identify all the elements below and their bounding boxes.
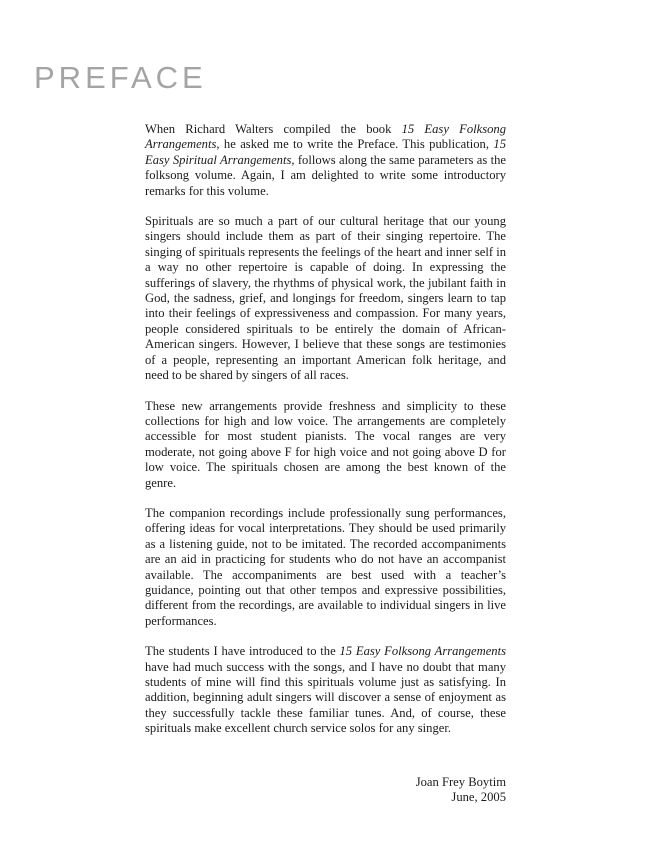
paragraph-text: , he asked me to write the Preface. This publication,: [216, 137, 494, 152]
paragraph: [145, 644, 506, 736]
paragraph-text: , follows along the same parameters as the folksong volume. Again, I am delighted to write some introductory remarks for this volume.: [145, 152, 507, 198]
book-title-italic: 15 Easy Folksong Arrangements: [145, 122, 506, 152]
paragraph-text: The companion recordings include professionally sung performances, offering ideas for vocal interpretations. They should be used primarily as a listening guide, not to be imitated. The recorded accompaniments are an aid in practicing for students who do not have an accompanist available. The accompaniments are best used with a teacher’s guidance, pointing out that other tempos and expressive possibilities, different from the recordings, are available to individual singers in live performances.: [145, 505, 506, 628]
paragraph: [145, 506, 506, 629]
paragraph-text: Spirituals are so much a part of our cultural heritage that our young singers should include them as part of their singing repertoire. The singing of spirituals represents the feelings of the heart and inner self in a way no other repertoire is capable of doing. In expressing the sufferings of slavery, the rhythms of physical work, the jubilant faith in God, the sadness, grief, and longings for freedom, singers learn to tap into their feelings of expressiveness and compassion. For many years, people considered spirituals to be entirely the domain of African-American singers. However, I believe that these songs are testimonies of a people, representing an important American folk heritage, and need to be shared by singers of all races.: [145, 214, 506, 383]
signature-block: [145, 775, 506, 806]
paragraph-text: These new arrangements provide freshness and simplicity to these collections for high and low voice. The arrangements are completely accessible for most student pianists. The vocal ranges are very moderate, not going above F for high voice and not going above D for low voice. The spirituals chosen are among the best known of the genre.: [145, 398, 506, 490]
book-title-italic: 15 Easy Spiritual Arrangements: [145, 137, 506, 167]
book-title-italic: 15 Easy Folksong Arrangements: [339, 644, 506, 659]
page-title: PREFACE: [34, 60, 207, 95]
preface-paragraphs: [145, 122, 506, 737]
signature-date: June, 2005: [451, 790, 506, 805]
signature-name: Joan Frey Boytim: [415, 774, 506, 789]
paragraph-text: have had much success with the songs, and I have no doubt that many students of mine will find this spirituals volume just as satisfying. In addition, beginning adult singers will discover a sense of enjoyment as they successfully tackle these familiar tunes. And, of course, these spirituals make excellent church service solos for any singer.: [145, 659, 506, 736]
paragraph-text: The students I have introduced to the: [145, 644, 340, 659]
paragraph-text: When Richard Walters compiled the book: [145, 122, 402, 136]
paragraph: [145, 122, 506, 199]
preface-body-block: [145, 122, 506, 805]
paragraph: [145, 399, 506, 491]
paragraph: [145, 214, 506, 383]
